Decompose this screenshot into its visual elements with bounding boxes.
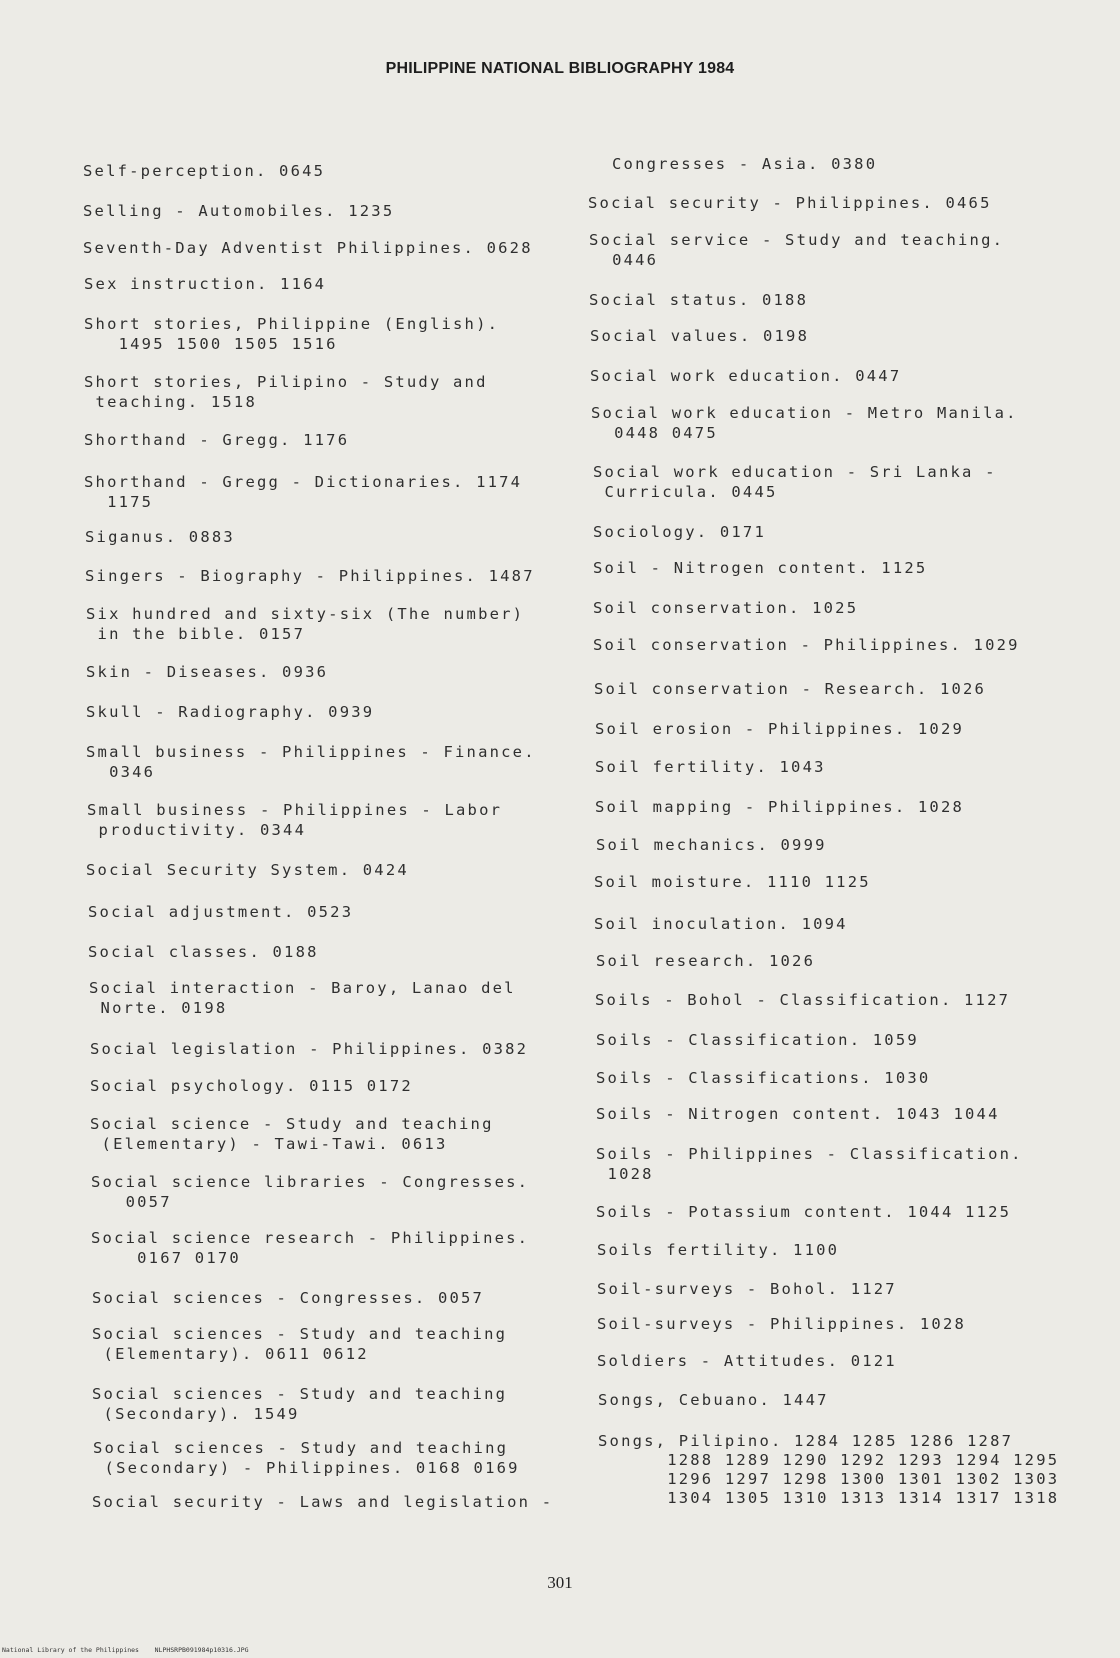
index-entry: Social sciences - Study and teaching (Secondary) - Philippines. 0168 0169	[93, 1439, 520, 1477]
index-entry: Singers - Biography - Philippines. 1487	[85, 567, 535, 585]
index-entry: Songs, Cebuano. 1447	[598, 1391, 829, 1409]
index-entry: Skull - Radiography. 0939	[86, 703, 375, 721]
index-entry: Social psychology. 0115 0172	[90, 1077, 413, 1095]
index-entry: Social security - Philippines. 0465	[588, 194, 992, 212]
index-entry: Social work education - Sri Lanka - Curricula. 0445	[593, 463, 997, 501]
index-entry: Soil mapping - Philippines. 1028	[595, 798, 965, 816]
index-entry: Soils - Nitrogen content. 1043 1044	[596, 1105, 1000, 1123]
index-entry: Congresses - Asia. 0380	[612, 155, 878, 173]
index-entry: Soil mechanics. 0999	[596, 836, 827, 854]
index-entry: Six hundred and sixty-six (The number) in the bible. 0157	[86, 605, 525, 643]
index-entry: Social science research - Philippines. 0167 0170	[91, 1229, 530, 1267]
index-entry: Social adjustment. 0523	[88, 903, 354, 921]
index-entry: Skin - Diseases. 0936	[86, 663, 329, 681]
index-entry: Social security - Laws and legislation -	[92, 1493, 554, 1511]
index-entry: Social values. 0198	[590, 327, 810, 345]
index-entry: Soils - Potassium content. 1044 1125	[596, 1203, 1012, 1221]
index-entry: Soil - Nitrogen content. 1125	[593, 559, 928, 577]
index-entry: Social legislation - Philippines. 0382	[90, 1040, 529, 1058]
index-entry: Selling - Automobiles. 1235	[83, 202, 395, 220]
index-entry: Social science libraries - Congresses. 0057	[91, 1173, 530, 1211]
index-entry: Self-perception. 0645	[83, 162, 326, 180]
index-entry: Small business - Philippines - Labor productivity. 0344	[87, 801, 503, 839]
index-entry: Social sciences - Study and teaching (Secondary). 1549	[92, 1385, 508, 1423]
index-entry: Shorthand - Gregg. 1176	[84, 431, 350, 449]
index-entry: Soils - Philippines - Classification. 1028	[596, 1145, 1023, 1183]
index-entry: Social science - Study and teaching (Elementary) - Tawi-Tawi. 0613	[90, 1115, 494, 1153]
index-entry: Soil fertility. 1043	[595, 758, 826, 776]
page-number: 301	[547, 1573, 573, 1592]
index-entry: Sex instruction. 1164	[84, 275, 327, 293]
index-entry: Soil-surveys - Philippines. 1028	[597, 1315, 967, 1333]
index-entry: Social service - Study and teaching. 0446	[589, 231, 1005, 269]
index-entry: Soil conservation - Philippines. 1029	[593, 636, 1020, 654]
index-entry: Soldiers - Attitudes. 0121	[597, 1352, 897, 1370]
index-entry: Soils - Bohol - Classification. 1127	[595, 991, 1011, 1009]
index-entry: Short stories, Pilipino - Study and teaching. 1518	[84, 373, 488, 411]
index-entry: Social work education - Metro Manila. 0448 0475	[591, 404, 1018, 442]
index-entry: Small business - Philippines - Finance. 0346	[86, 743, 536, 781]
index-entry: Social Security System. 0424	[86, 861, 409, 879]
index-entry: Social sciences - Congresses. 0057	[92, 1289, 485, 1307]
index-entry: Soils fertility. 1100	[597, 1241, 840, 1259]
index-entry: Social status. 0188	[589, 291, 809, 309]
index-entry: Sociology. 0171	[593, 523, 766, 541]
index-entry: Siganus. 0883	[85, 528, 235, 546]
index-entry: Songs, Pilipino. 1284 1285 1286 1287 1288 1289 1290 1292 1293 1294 1295 1296 1297 1298 1300 1301 1302 1303 1304 1305 1310 1313 1314 1317 1318	[598, 1432, 1060, 1507]
index-entry: Soils - Classification. 1059	[596, 1031, 919, 1049]
index-entry: Shorthand - Gregg - Dictionaries. 1174 1175	[84, 473, 523, 511]
index-entry: Soil conservation. 1025	[593, 599, 859, 617]
index-entry: Social classes. 0188	[88, 943, 319, 961]
index-entry: Soil-surveys - Bohol. 1127	[597, 1280, 897, 1298]
scan-credit: National Library of the Philippines NLPHSRPB091984p10316.JPG	[2, 1646, 249, 1654]
index-entry: Soil erosion - Philippines. 1029	[595, 720, 965, 738]
index-entry: Short stories, Philippine (English). 1495 1500 1505 1516	[84, 315, 500, 353]
index-entry: Social sciences - Study and teaching (Elementary). 0611 0612	[92, 1325, 508, 1363]
index-entry: Soil conservation - Research. 1026	[594, 680, 987, 698]
index-entry: Seventh-Day Adventist Philippines. 0628	[83, 239, 533, 257]
index-entry: Soil moisture. 1110 1125	[594, 873, 871, 891]
page-title: PHILIPPINE NATIONAL BIBLIOGRAPHY 1984	[385, 60, 735, 77]
index-entry: Soils - Classifications. 1030	[596, 1069, 931, 1087]
index-entry: Social interaction - Baroy, Lanao del Norte. 0198	[89, 979, 516, 1017]
index-entry: Soil research. 1026	[596, 952, 816, 970]
index-entry: Social work education. 0447	[590, 367, 902, 385]
index-entry: Soil inoculation. 1094	[594, 915, 848, 933]
